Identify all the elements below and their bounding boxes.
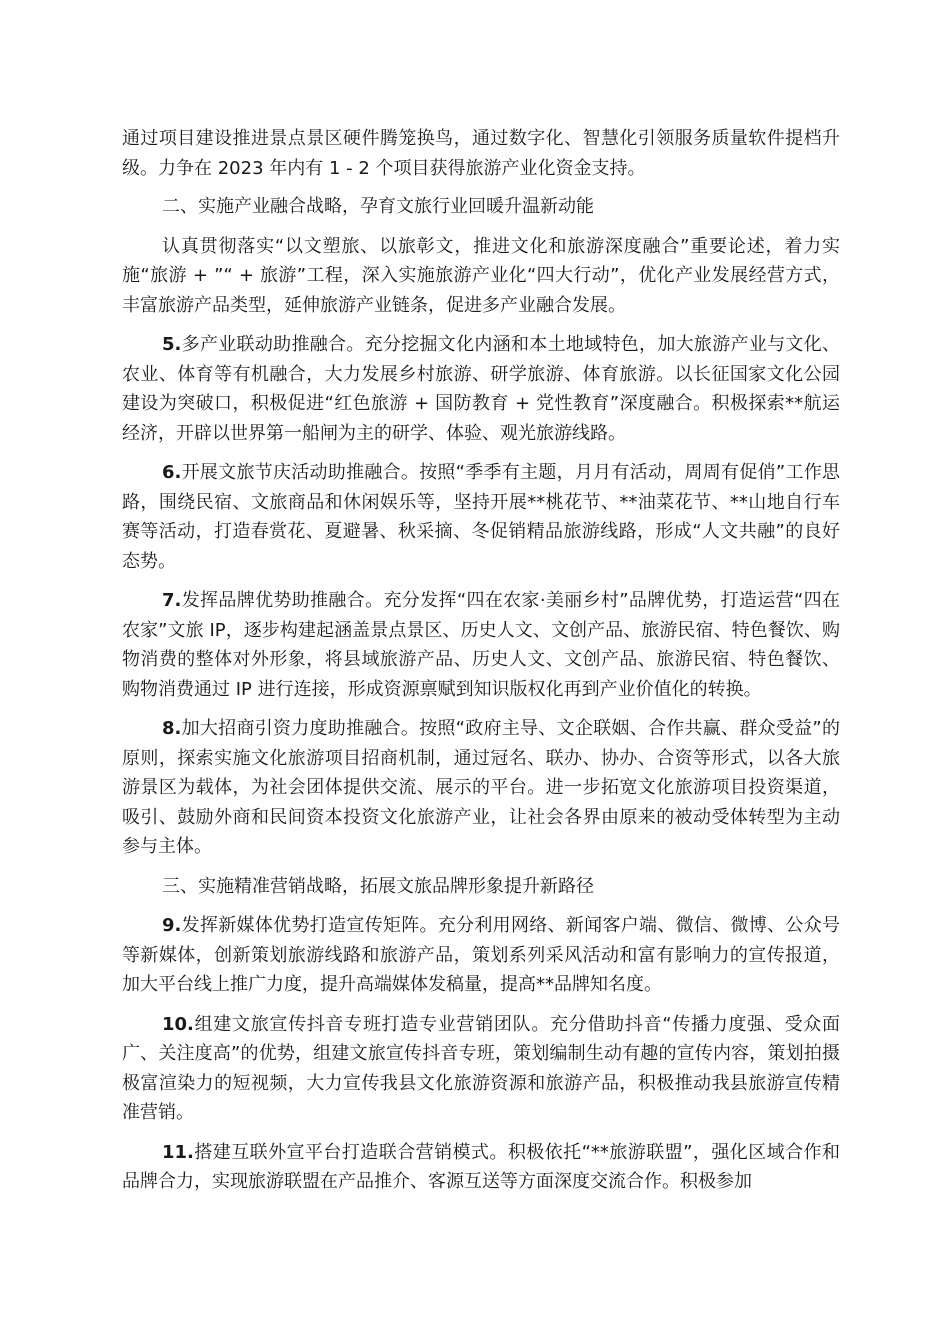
list-item-11 [122, 1138, 840, 1197]
list-item-5 [122, 330, 840, 448]
list-item-6 [122, 458, 840, 576]
item-text: 发挥新媒体优势打造宣传矩阵。充分利用网络、新闻客户端、微信、微博、公众号等新媒体，创新策划旅游线路和旅游产品，策划系列采风活动和富有影响力的宣传报道，加大平台线上推广力度，提升高端媒体发稿量，提高**品牌知名度。 [122, 915, 840, 995]
list-item-7 [122, 586, 840, 704]
item-number: 8. [162, 718, 182, 739]
item-text: 发挥品牌优势助推融合。充分发挥“四在农家·美丽乡村”品牌优势，打造运营“四在农家”文旅 IP，逐步构建起涵盖景点景区、历史人文、文创产品、旅游民宿、特色餐饮、购物消费的整体对外形象，将县域旅游产品、历史人文、文创产品、旅游民宿、特色餐饮、购物消费通过 IP 进行连接，形成资源禀赋到知识版权化再到产业价值化的转换。 [122, 590, 840, 700]
item-number: 6. [162, 462, 182, 483]
item-text: 组建文旅宣传抖音专班打造专业营销团队。充分借助抖音“传播力度强、受众面广、关注度高”的优势，组建文旅宣传抖音专班，策划编制生动有趣的宣传内容，策划拍摄极富渲染力的短视频，大力宣传我县文化旅游资源和旅游产品，积极推动我县旅游宣传精准营销。 [122, 1013, 840, 1123]
paragraph-section-2-intro: 认真贯彻落实“以文塑旅、以旅彰文，推进文化和旅游深度融合”重要论述，着力实施“旅游 + ”“ + 旅游”工程，深入实施旅游产业化“四大行动”，优化产业发展经营方式，丰富旅游产品类型，延伸旅游产业链条，促进多产业融合发展。 [122, 235, 840, 316]
item-number: 7. [162, 590, 182, 611]
item-number: 10. [162, 1013, 194, 1035]
section-heading-3: 三、实施精准营销战略，拓展文旅品牌形象提升新路径 [162, 875, 594, 897]
list-item-9 [122, 911, 840, 1000]
item-text: 加大招商引资力度助推融合。按照“政府主导、文企联姻、合作共赢、群众受益”的原则，探索实施文化旅游项目招商机制，通过冠名、联办、协办、合资等形式，以各大旅游景区为载体，为社会团体提供交流、展示的平台。进一步拓宽文化旅游项目投资渠道，吸引、鼓励外商和民间资本投资文化旅游产业，让社会各界由原来的被动受体转型为主动参与主体。 [122, 718, 840, 857]
list-item-10 [122, 1010, 840, 1128]
item-text: 搭建互联外宣平台打造联合营销模式。积极依托“**旅游联盟”，强化区域合作和品牌合力，实现旅游联盟在产品推介、客源互送等方面深度交流合作。积极参加 [122, 1141, 840, 1192]
item-number: 5. [162, 334, 182, 355]
item-number: 11. [162, 1141, 194, 1163]
document-page [122, 124, 840, 1197]
item-number: 9. [162, 915, 182, 936]
item-text: 开展文旅节庆活动助推融合。按照“季季有主题，月月有活动，周周有促俏”工作思路，围绕民宿、文旅商品和休闲娱乐等，坚持开展**桃花节、**油菜花节、**山地自行车赛等活动，打造春赏花、夏避暑、秋采摘、冬促销精品旅游线路，形成“人文共融”的良好态势。 [122, 462, 840, 572]
section-heading-2: 二、实施产业融合战略，孕育文旅行业回暖升温新动能 [162, 196, 594, 217]
paragraph-intro: 通过项目建设推进景点景区硬件腾笼换鸟，通过数字化、智慧化引领服务质量软件提档升级。力争在 2023 年内有 1 - 2 个项目获得旅游产业化资金支持。 [122, 128, 840, 179]
list-item-8 [122, 714, 840, 862]
item-text: 多产业联动助推融合。充分挖掘文化内涵和本土地域特色，加大旅游产业与文化、农业、体育等有机融合，大力发展乡村旅游、研学旅游、体育旅游。以长征国家文化公园建设为突破口，积极促进“红色旅游 + 国防教育 + 党性教育”深度融合。积极探索**航运经济，开辟以世界第一船闸为主的研学、体验、观光旅游线路。 [122, 334, 840, 444]
